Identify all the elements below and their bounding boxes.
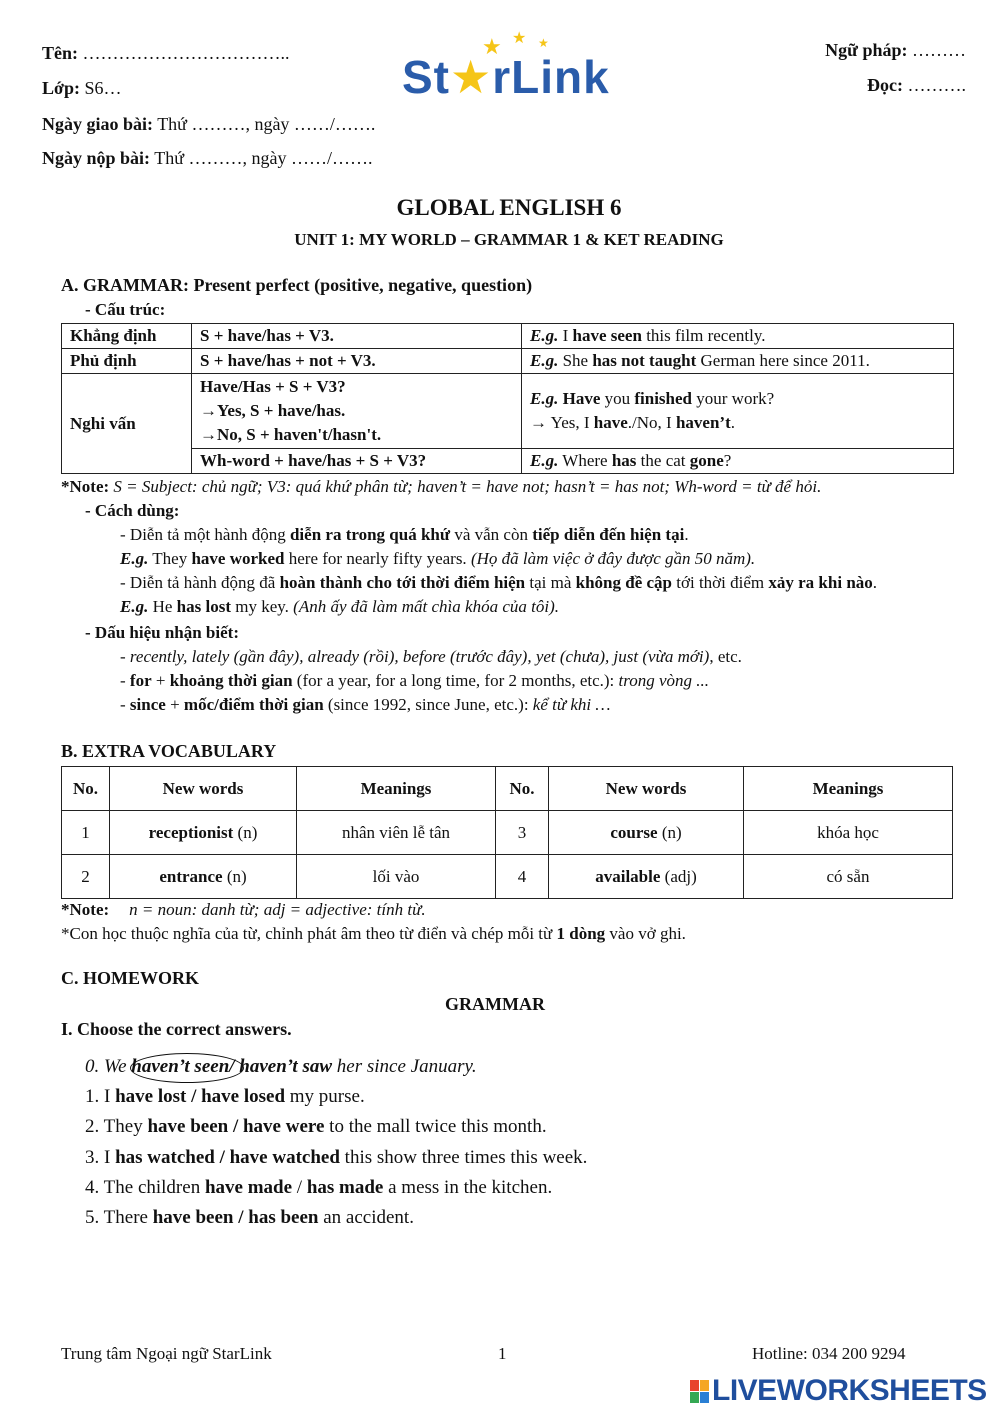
choice-options[interactable]: have lost / have losed	[115, 1086, 286, 1107]
col-meanings: Meanings	[297, 767, 496, 811]
table-row	[62, 349, 954, 374]
question-3: 3. I has watched / have watched this show three times this week.	[85, 1147, 588, 1168]
choice-option[interactable]: have made	[204, 1177, 293, 1198]
homework-subheading: GRAMMAR	[445, 994, 545, 1014]
star-icon: ★	[482, 34, 502, 59]
positive-label: Khẳng định	[62, 324, 192, 349]
choice-options[interactable]: have been / has been	[152, 1207, 319, 1228]
wh-example: E.g. Where has the cat gone?	[522, 449, 954, 474]
signs-label: - Dấu hiệu nhận biết:	[85, 623, 239, 642]
usage-2-example: E.g. He has lost my key. (Anh ấy đã làm mất chìa khóa của tôi).	[120, 597, 559, 616]
liveworksheets-icon	[690, 1380, 710, 1404]
signs-2: - for + khoảng thời gian (for a year, for a long time, for 2 months, etc.): trong vòng ...	[120, 671, 710, 690]
reading-score-field: Đọc: ……….	[867, 75, 966, 95]
starlink-logo	[402, 28, 632, 108]
question-1: 1. I have lost / have losed my purse.	[85, 1086, 365, 1107]
usage-2: - Diễn tả hành động đã hoàn thành cho tới thời điểm hiện tại mà không đề cập tới thời điểm xảy ra khi nào.	[120, 573, 878, 592]
col-no: No.	[496, 767, 549, 811]
class-field: Lớp: S6…	[42, 78, 122, 98]
usage-1: - Diễn tả một hành động diễn ra trong quá khứ và vẫn còn tiếp diễn đến hiện tại.	[120, 525, 689, 544]
table-row	[62, 374, 954, 449]
section-a-heading: A. GRAMMAR: Present perfect (positive, negative, question)	[61, 275, 533, 295]
table-row: 2 entrance (n) lối vào 4 available (adj) có sẵn	[62, 855, 953, 899]
choice-options[interactable]: have been / have were	[147, 1116, 325, 1137]
choice-option[interactable]: has made	[306, 1177, 384, 1198]
star-icon: ★	[538, 36, 549, 50]
usage-label: - Cách dùng:	[85, 501, 180, 520]
vocab-table	[61, 766, 953, 899]
footer-hotline: Hotline: 034 200 9294	[752, 1344, 906, 1363]
positive-example: E.g. I have seen this film recently.	[522, 324, 954, 349]
col-new-words: New words	[110, 767, 297, 811]
section-c-heading: C. HOMEWORK	[61, 968, 199, 988]
negative-formula: S + have/has + not + V3.	[192, 349, 522, 374]
grammar-note: *Note: S = Subject: chủ ngữ; V3: quá khứ phân từ; haven’t = have not; hasn’t = has not; Wh-word = từ để hỏi.	[61, 477, 822, 496]
grammar-score-field: Ngữ pháp: ………	[825, 40, 966, 60]
table-header-row	[62, 767, 953, 811]
example-question: 0. We haven’t seen/ haven’t saw her since January.	[85, 1056, 477, 1077]
submit-date-field: Ngày nộp bài: Thứ ………, ngày ……/…….	[42, 148, 373, 168]
col-meanings: Meanings	[744, 767, 953, 811]
question-2: 2. They have been / have were to the mall twice this month.	[85, 1116, 547, 1137]
page-title: GLOBAL ENGLISH 6	[396, 195, 622, 220]
answer-circle	[130, 1053, 244, 1083]
vocab-note: *Note: n = noun: danh từ; adj = adjective: tính từ.	[61, 900, 426, 919]
vocab-instruction: *Con học thuộc nghĩa của từ, chỉnh phát âm theo từ điển và chép mỗi từ 1 dòng vào vở ghi.	[61, 924, 686, 943]
logo-text: St★rLink	[402, 51, 610, 103]
signs-1: - recently, lately (gần đây), already (rồi), before (trước đây), yet (chưa), just (vừa mới), etc.	[120, 647, 742, 666]
signs-3: - since + mốc/điểm thời gian (since 1992, since June, etc.): kể từ khi …	[120, 695, 611, 714]
name-field: Tên: ……………………………..	[42, 43, 290, 63]
negative-example: E.g. She has not taught German here since 2011.	[522, 349, 954, 374]
star-icon: ★	[450, 51, 493, 103]
question-5: 5. There have been / has been an accident.	[85, 1207, 414, 1228]
question-example: E.g. Have you finished your work? → Yes, I have./No, I haven’t.	[522, 374, 954, 449]
wh-formula: Wh-word + have/has + S + V3?	[192, 449, 522, 474]
grammar-table	[61, 323, 954, 474]
question-formula: Have/Has + S + V3? →Yes, S + have/has. →No, S + haven't/hasn't.	[192, 374, 522, 449]
section-b-heading: B. EXTRA VOCABULARY	[61, 741, 277, 761]
exercise-title: I. Choose the correct answers.	[61, 1019, 292, 1039]
usage-1-example: E.g. They have worked here for nearly fifty years. (Họ đã làm việc ở đây được gần 50 năm).	[120, 549, 756, 568]
negative-label: Phủ định	[62, 349, 192, 374]
star-icon: ★	[512, 30, 527, 47]
page-number: 1	[498, 1344, 507, 1363]
table-row: 1 receptionist (n) nhân viên lễ tân 3 course (n) khóa học	[62, 811, 953, 855]
question-label: Nghi vấn	[62, 374, 192, 474]
table-row	[62, 324, 954, 349]
footer-center-name: Trung tâm Ngoại ngữ StarLink	[61, 1344, 272, 1363]
question-4: 4. The children have made / has made a mess in the kitchen.	[85, 1177, 553, 1198]
positive-formula: S + have/has + V3.	[192, 324, 522, 349]
col-new-words: New words	[549, 767, 744, 811]
page-subtitle: UNIT 1: MY WORLD – GRAMMAR 1 & KET READING	[294, 230, 724, 249]
structure-label: - Cấu trúc:	[85, 300, 166, 319]
choice-options[interactable]: has watched / have watched	[115, 1147, 340, 1168]
assign-date-field: Ngày giao bài: Thứ ………, ngày ……/…….	[42, 114, 376, 134]
liveworksheets-text: LIVEWORKSHEETS	[712, 1374, 987, 1407]
col-no: No.	[62, 767, 110, 811]
table-row	[62, 449, 954, 474]
